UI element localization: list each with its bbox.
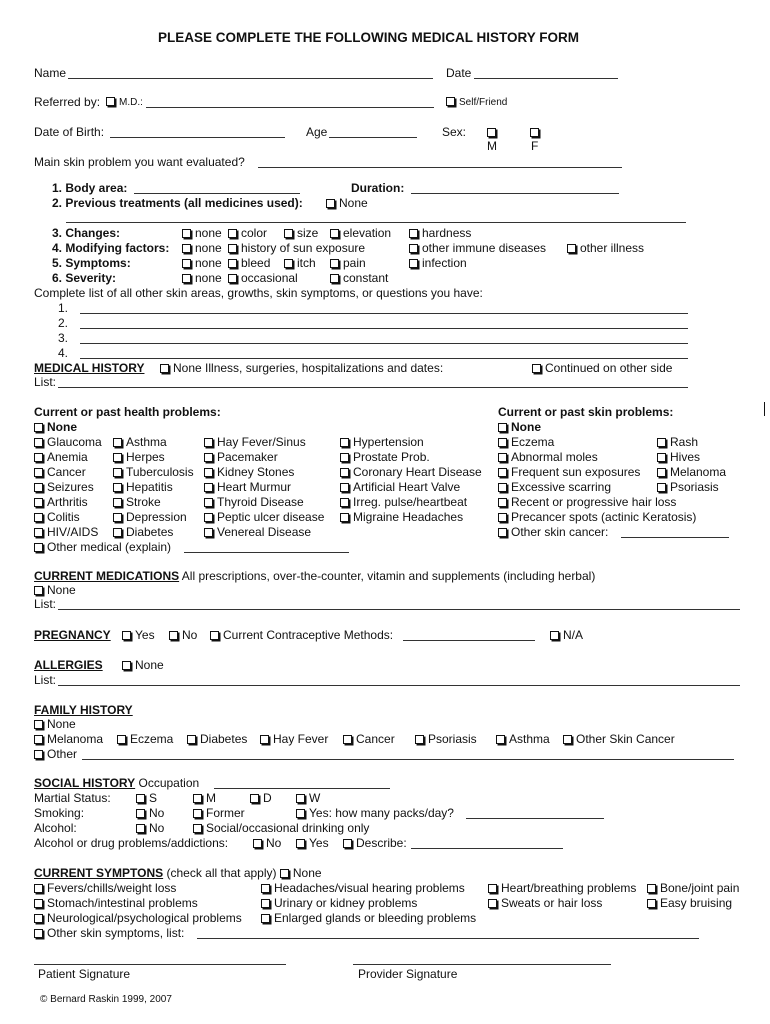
symptom-headaches[interactable]: Headaches/visual hearing problems xyxy=(261,881,465,895)
health-hiv-aids[interactable]: HIV/AIDS xyxy=(34,525,98,539)
md-label: M.D.: xyxy=(119,97,143,108)
health-hepatitis[interactable]: Hepatitis xyxy=(113,480,173,494)
prev-treatments-field[interactable] xyxy=(66,222,686,223)
self-friend-label: Self/Friend xyxy=(459,97,508,108)
alcohol-no[interactable]: No xyxy=(136,821,164,835)
skin-psoriasis[interactable]: Psoriasis xyxy=(657,480,719,494)
allergies-none[interactable]: None xyxy=(122,658,164,672)
changes-size[interactable]: size xyxy=(284,226,318,240)
alcohol-label: Alcohol: xyxy=(34,821,77,835)
health-depression[interactable]: Depression xyxy=(113,510,187,524)
age-label: Age xyxy=(306,125,328,139)
family-eczema[interactable]: Eczema xyxy=(117,732,173,746)
medications-none[interactable]: None xyxy=(34,583,76,597)
symptom-glands[interactable]: Enlarged glands or bleeding problems xyxy=(261,911,476,925)
complete-list-label: Complete list of all other skin areas, growths, skin symptoms, or questions you have: xyxy=(34,286,483,300)
smoking-yes[interactable]: Yes: how many packs/day? xyxy=(296,806,454,820)
health-other-medical[interactable]: Other medical (explain) xyxy=(34,540,171,554)
social-history-row xyxy=(34,776,199,790)
skin-sun-exposures[interactable]: Frequent sun exposures xyxy=(498,465,640,479)
marital-d[interactable]: D xyxy=(250,791,272,805)
provider-signature-line[interactable] xyxy=(353,964,611,965)
health-hay-fever[interactable]: Hay Fever/Sinus xyxy=(204,435,306,449)
modifying-sun[interactable]: history of sun exposure xyxy=(228,241,365,255)
medical-history-list-field[interactable] xyxy=(58,387,688,388)
sex-m-label: M xyxy=(487,139,497,153)
sex-m-checkbox[interactable] xyxy=(487,125,500,139)
allergies-heading: ALLERGIES xyxy=(34,658,103,672)
patient-signature-label: Patient Signature xyxy=(38,967,131,981)
complete-list-line-1[interactable] xyxy=(80,313,688,314)
pregnancy-na[interactable]: N/A xyxy=(550,628,583,642)
self-friend-option[interactable] xyxy=(446,96,507,110)
symptoms-none[interactable]: none xyxy=(182,256,222,270)
prev-treatments-label: 2. Previous treatments (all medicines used): xyxy=(52,196,303,210)
skin-problems-none[interactable]: None xyxy=(498,420,541,434)
family-history-heading: FAMILY HISTORY xyxy=(34,703,133,717)
severity-none[interactable]: none xyxy=(182,271,222,285)
health-diabetes[interactable]: Diabetes xyxy=(113,525,173,539)
complete-list-line-3[interactable] xyxy=(80,343,688,344)
changes-color[interactable]: color xyxy=(228,226,267,240)
date-label: Date xyxy=(446,66,472,80)
skin-other-cancer[interactable]: Other skin cancer: xyxy=(498,525,608,539)
drug-yes[interactable]: Yes xyxy=(296,836,329,850)
symptoms-pain[interactable]: pain xyxy=(330,256,366,270)
family-none[interactable]: None xyxy=(34,717,76,731)
health-thyroid[interactable]: Thyroid Disease xyxy=(204,495,304,509)
allergies-list-label: List: xyxy=(34,673,57,687)
health-problems-heading: Current or past health problems: xyxy=(34,405,221,419)
smoking-former[interactable]: Former xyxy=(193,806,245,820)
skin-eczema[interactable]: Eczema xyxy=(498,435,554,449)
main-problem-field[interactable] xyxy=(258,167,622,168)
medications-heading: CURRENT MEDICATIONS xyxy=(34,569,180,583)
marital-label: Martial Status: xyxy=(34,791,111,805)
drug-no[interactable]: No xyxy=(253,836,281,850)
current-symptoms-none[interactable]: None xyxy=(280,866,322,880)
symptom-bone-joint[interactable]: Bone/joint pain xyxy=(647,881,739,895)
health-migraine[interactable]: Migraine Headaches xyxy=(340,510,463,524)
family-cancer[interactable]: Cancer xyxy=(343,732,395,746)
health-problems-none[interactable]: None xyxy=(34,420,77,434)
text-cursor xyxy=(764,402,765,416)
health-kidney-stones[interactable]: Kidney Stones xyxy=(204,465,294,479)
symptoms-label: 5. Symptoms: xyxy=(52,256,131,270)
current-symptoms-heading: CURRENT SYMPTONS xyxy=(34,866,164,880)
family-asthma[interactable]: Asthma xyxy=(496,732,550,746)
occupation-label: Occupation xyxy=(138,776,200,790)
list-number-1: 1. xyxy=(58,301,69,315)
skin-rash[interactable]: Rash xyxy=(657,435,698,449)
severity-label: 6. Severity: xyxy=(52,271,117,285)
family-other[interactable]: Other xyxy=(34,747,77,761)
health-cancer[interactable]: Cancer xyxy=(34,465,86,479)
changes-label: 3. Changes: xyxy=(52,226,121,240)
family-other-field[interactable] xyxy=(82,759,734,760)
medical-history-continued[interactable]: Continued on other side xyxy=(532,361,672,375)
list-number-3: 3. xyxy=(58,331,69,345)
symptoms-infection[interactable]: infection xyxy=(409,256,467,270)
modifying-other-illness[interactable]: other illness xyxy=(567,241,644,255)
drug-problems-label: Alcohol or drug problems/addictions: xyxy=(34,836,229,850)
smoking-label: Smoking: xyxy=(34,806,85,820)
health-irregular-pulse[interactable]: Irreg. pulse/heartbeat xyxy=(340,495,467,509)
symptom-other[interactable]: Other skin symptoms, list: xyxy=(34,926,184,940)
sex-label: Sex: xyxy=(442,125,467,139)
dob-field[interactable] xyxy=(110,137,285,138)
sex-f-label: F xyxy=(531,139,539,153)
packs-per-day-field[interactable] xyxy=(466,818,604,819)
medical-history-list-label: List: xyxy=(34,375,57,389)
changes-hardness[interactable]: hardness xyxy=(409,226,471,240)
health-peptic-ulcer[interactable]: Peptic ulcer disease xyxy=(204,510,324,524)
complete-list-line-2[interactable] xyxy=(80,328,688,329)
symptoms-itch[interactable]: itch xyxy=(284,256,316,270)
social-history-heading: SOCIAL HISTORY xyxy=(34,776,136,790)
allergies-list-field[interactable] xyxy=(58,685,740,686)
health-tuberculosis[interactable]: Tuberculosis xyxy=(113,465,194,479)
body-area-field[interactable] xyxy=(134,193,300,194)
skin-precancer-spots[interactable]: Precancer spots (actinic Keratosis) xyxy=(498,510,696,524)
modifying-label: 4. Modifying factors: xyxy=(52,241,170,255)
health-hypertension[interactable]: Hypertension xyxy=(340,435,424,449)
symptom-fevers[interactable]: Fevers/chills/weight loss xyxy=(34,881,176,895)
symptom-stomach[interactable]: Stomach/intestinal problems xyxy=(34,896,198,910)
medications-list-field[interactable] xyxy=(58,609,740,610)
symptom-sweats[interactable]: Sweats or hair loss xyxy=(488,896,602,910)
health-venereal[interactable]: Venereal Disease xyxy=(204,525,311,539)
list-number-2: 2. xyxy=(58,316,69,330)
date-field[interactable] xyxy=(474,78,618,79)
health-prostate[interactable]: Prostate Prob. xyxy=(340,450,430,464)
age-field[interactable] xyxy=(329,137,417,138)
duration-label: Duration: xyxy=(351,181,405,195)
symptom-urinary[interactable]: Urinary or kidney problems xyxy=(261,896,417,910)
pregnancy-no[interactable]: No xyxy=(169,628,197,642)
provider-signature-label: Provider Signature xyxy=(358,967,458,981)
marital-m[interactable]: M xyxy=(193,791,216,805)
marital-s[interactable]: S xyxy=(136,791,157,805)
md-checkbox[interactable] xyxy=(106,97,115,106)
changes-elevation[interactable]: elevation xyxy=(330,226,391,240)
body-area-label: 1. Body area: xyxy=(52,181,128,195)
self-friend-checkbox[interactable] xyxy=(446,97,455,106)
symptom-heart-breathing[interactable]: Heart/breathing problems xyxy=(488,881,636,895)
pregnancy-contraceptive-field[interactable] xyxy=(403,640,535,641)
symptoms-heading-row xyxy=(34,866,322,880)
skin-abnormal-moles[interactable]: Abnormal moles xyxy=(498,450,598,464)
modifying-immune[interactable]: other immune diseases xyxy=(409,241,546,255)
health-coronary[interactable]: Coronary Heart Disease xyxy=(340,465,482,479)
family-psoriasis[interactable]: Psoriasis xyxy=(415,732,477,746)
health-asthma[interactable]: Asthma xyxy=(113,435,167,449)
page-title: PLEASE COMPLETE THE FOLLOWING MEDICAL HISTORY FORM xyxy=(158,30,580,45)
severity-constant[interactable]: constant xyxy=(330,271,388,285)
health-herpes[interactable]: Herpes xyxy=(113,450,165,464)
marital-w[interactable]: W xyxy=(296,791,320,805)
dob-label: Date of Birth: xyxy=(34,125,105,139)
symptom-bruising[interactable]: Easy bruising xyxy=(647,896,732,910)
health-colitis[interactable]: Colitis xyxy=(34,510,80,524)
skin-other-cancer-field[interactable] xyxy=(621,537,729,538)
patient-signature-line[interactable] xyxy=(34,964,286,965)
health-seizures[interactable]: Seizures xyxy=(34,480,94,494)
modifying-none[interactable]: none xyxy=(182,241,222,255)
pregnancy-heading: PREGNANCY xyxy=(34,628,111,642)
skin-hair-loss[interactable]: Recent or progressive hair loss xyxy=(498,495,676,509)
smoking-no[interactable]: No xyxy=(136,806,164,820)
drug-describe[interactable]: Describe: xyxy=(343,836,407,850)
health-anemia[interactable]: Anemia xyxy=(34,450,88,464)
health-heart-murmur[interactable]: Heart Murmur xyxy=(204,480,291,494)
family-melanoma[interactable]: Melanoma xyxy=(34,732,103,746)
health-pacemaker[interactable]: Pacemaker xyxy=(204,450,278,464)
medical-history-none[interactable]: None Illness, surgeries, hospitalizations and dates: xyxy=(160,361,443,375)
prev-treatments-none[interactable]: None xyxy=(326,196,368,210)
list-number-4: 4. xyxy=(58,346,69,360)
family-hay-fever[interactable]: Hay Fever xyxy=(260,732,328,746)
name-field[interactable] xyxy=(68,78,433,79)
drug-describe-field[interactable] xyxy=(411,848,563,849)
changes-none[interactable]: none xyxy=(182,226,222,240)
main-problem-label: Main skin problem you want evaluated? xyxy=(34,155,245,169)
medical-history-heading: MEDICAL HISTORY xyxy=(34,361,145,375)
medications-row xyxy=(34,569,595,583)
pregnancy-contraceptive[interactable]: Current Contraceptive Methods: xyxy=(210,628,393,642)
skin-problems-heading: Current or past skin problems: xyxy=(498,405,674,419)
health-heart-valve[interactable]: Artificial Heart Valve xyxy=(340,480,460,494)
skin-melanoma[interactable]: Melanoma xyxy=(657,465,726,479)
health-glaucoma[interactable]: Glaucoma xyxy=(34,435,102,449)
symptom-neurological[interactable]: Neurological/psychological problems xyxy=(34,911,242,925)
family-other-skin-cancer[interactable]: Other Skin Cancer xyxy=(563,732,675,746)
skin-excessive-scarring[interactable]: Excessive scarring xyxy=(498,480,611,494)
health-stroke[interactable]: Stroke xyxy=(113,495,161,509)
md-option[interactable] xyxy=(106,96,143,110)
symptom-other-field[interactable] xyxy=(197,938,699,939)
medications-list-label: List: xyxy=(34,597,57,611)
symptoms-bleed[interactable]: bleed xyxy=(228,256,270,270)
health-arthritis[interactable]: Arthritis xyxy=(34,495,88,509)
alcohol-social[interactable]: Social/occasional drinking only xyxy=(193,821,369,835)
md-field[interactable] xyxy=(146,107,434,108)
duration-field[interactable] xyxy=(411,193,619,194)
medications-description: All prescriptions, over-the-counter, vitamin and supplements (including herbal) xyxy=(181,569,596,583)
complete-list-line-4[interactable] xyxy=(80,358,688,359)
health-other-medical-field[interactable] xyxy=(184,552,349,553)
name-label: Name xyxy=(34,66,67,80)
copyright: © Bernard Raskin 1999, 2007 xyxy=(40,994,172,1005)
referred-label: Referred by: xyxy=(34,95,101,109)
occupation-field[interactable] xyxy=(214,788,390,789)
skin-hives[interactable]: Hives xyxy=(657,450,700,464)
check-all-note: (check all that apply) xyxy=(166,866,277,880)
sex-f-checkbox[interactable] xyxy=(530,125,543,139)
severity-occasional[interactable]: occasional xyxy=(228,271,298,285)
pregnancy-yes[interactable]: Yes xyxy=(122,628,155,642)
family-diabetes[interactable]: Diabetes xyxy=(187,732,247,746)
